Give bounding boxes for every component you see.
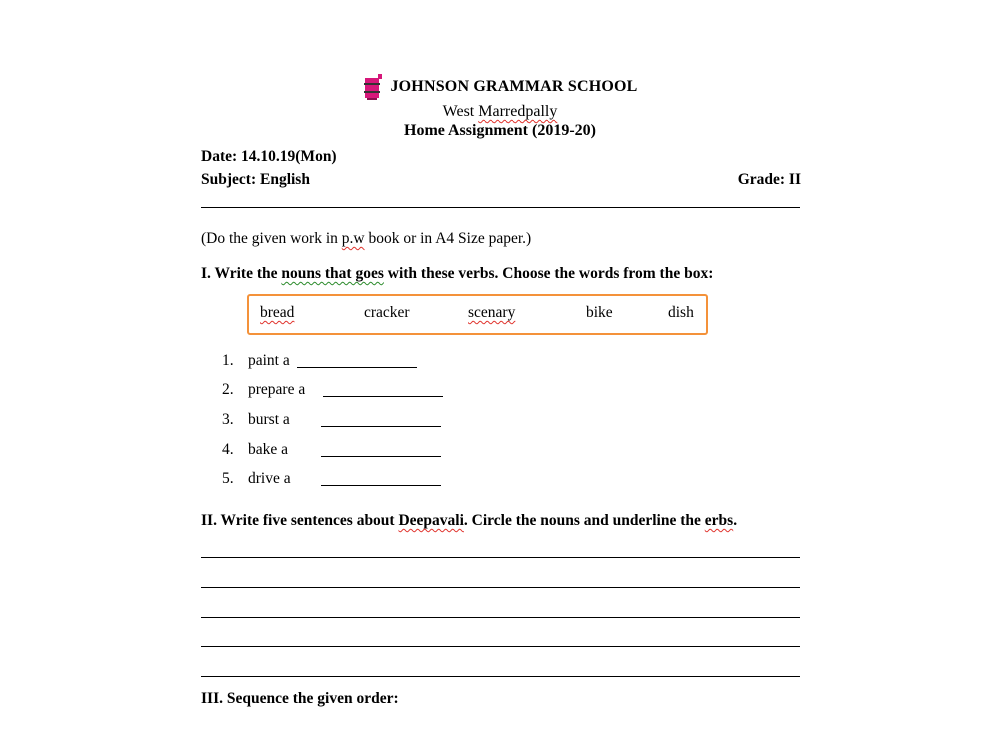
question-2: II. Write five sentences about Deepavali. Circle the nouns and underline the erbs. [201, 512, 738, 529]
list-item: 1. paint a [222, 352, 290, 369]
list-item: 3. burst a [222, 411, 290, 428]
writing-line[interactable] [201, 587, 800, 588]
answer-blank[interactable] [321, 456, 441, 457]
answer-blank[interactable] [297, 367, 417, 368]
location-word: Marredpally [478, 103, 558, 120]
word-box [247, 294, 708, 335]
writing-line[interactable] [201, 676, 800, 677]
school-title-row [300, 72, 700, 102]
question-1: I. Write the nouns that goes with these verbs. Choose the words from the box: [201, 265, 714, 282]
box-word: dish [668, 304, 694, 321]
answer-blank[interactable] [321, 485, 441, 486]
document-header [300, 72, 700, 140]
writing-line[interactable] [201, 617, 800, 618]
date-line: Date: 14.10.19(Mon) [201, 148, 337, 165]
box-word: bread [260, 304, 295, 321]
box-word: bike [586, 304, 613, 321]
answer-blank[interactable] [323, 396, 443, 397]
list-item: 4. bake a [222, 441, 289, 458]
grade-line: Grade: II [737, 171, 801, 188]
box-word: scenary [468, 304, 516, 321]
list-item: 2. prepare a [222, 381, 306, 398]
box-word: cracker [364, 304, 410, 321]
header-divider [201, 207, 800, 208]
school-location: West Marredpally [442, 103, 558, 120]
list-item: 5. drive a [222, 470, 291, 487]
work-instruction: (Do the given work in p.w book or in A4 Size paper.) [201, 230, 532, 247]
assignment-title: Home Assignment (2019-20) [404, 122, 596, 139]
answer-blank[interactable] [321, 426, 441, 427]
school-name: JOHNSON GRAMMAR SCHOOL [390, 78, 638, 95]
writing-line[interactable] [201, 646, 800, 647]
school-logo-icon [362, 72, 386, 102]
subject-line: Subject: English [201, 171, 310, 188]
writing-line[interactable] [201, 557, 800, 558]
question-3: III. Sequence the given order: [201, 690, 399, 707]
